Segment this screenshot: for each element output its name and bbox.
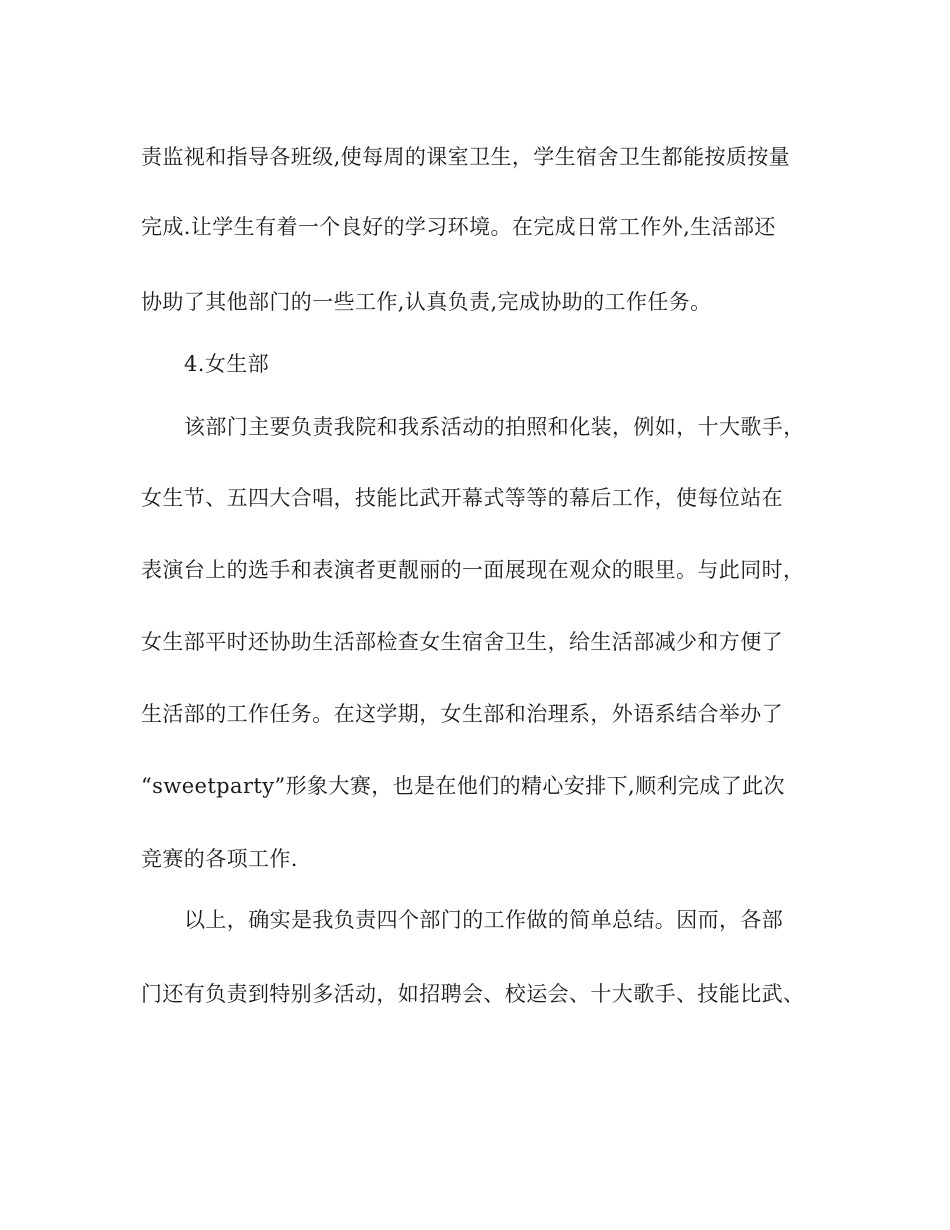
- paragraph-line: “sweetparty”形象大赛，也是在他们的精心安排下,顺利完成了此次: [141, 774, 785, 798]
- paragraph-line: 女生节、五四大合唱，技能比武开幕式等等的幕后工作，使每位站在: [141, 486, 783, 510]
- paragraph-line: 完成.让学生有着一个良好的学习环境。在完成日常工作外,生活部还: [141, 215, 776, 239]
- paragraph-line: 责监视和指导各班级,使每周的课室卫生，学生宿舍卫生都能按质按量: [141, 145, 791, 169]
- paragraph-line: 该部门主要负责我院和我系活动的拍照和化装，例如，十大歌手，: [184, 415, 805, 439]
- paragraph-line: 门还有负责到特别多活动，如招聘会、校运会、十大歌手、技能比武、: [141, 982, 805, 1006]
- paragraph-line: 生活部的工作任务。在这学期，女生部和治理系，外语系结合举办了: [141, 702, 783, 726]
- paragraph-line: 竞赛的各项工作.: [141, 847, 298, 871]
- paragraph-line: 协助了其他部门的一些工作,认真负责,完成协助的工作任务。: [141, 290, 712, 314]
- paragraph-line: 以上，确实是我负责四个部门的工作做的简单总结。因而，各部: [184, 908, 784, 932]
- section-heading: 4.女生部: [184, 352, 270, 376]
- paragraph-line: 表演台上的选手和表演者更靓丽的一面展现在观众的眼里。与此同时，: [141, 558, 805, 582]
- paragraph-line: 女生部平时还协助生活部检查女生宿舍卫生，给生活部减少和方便了: [141, 630, 783, 654]
